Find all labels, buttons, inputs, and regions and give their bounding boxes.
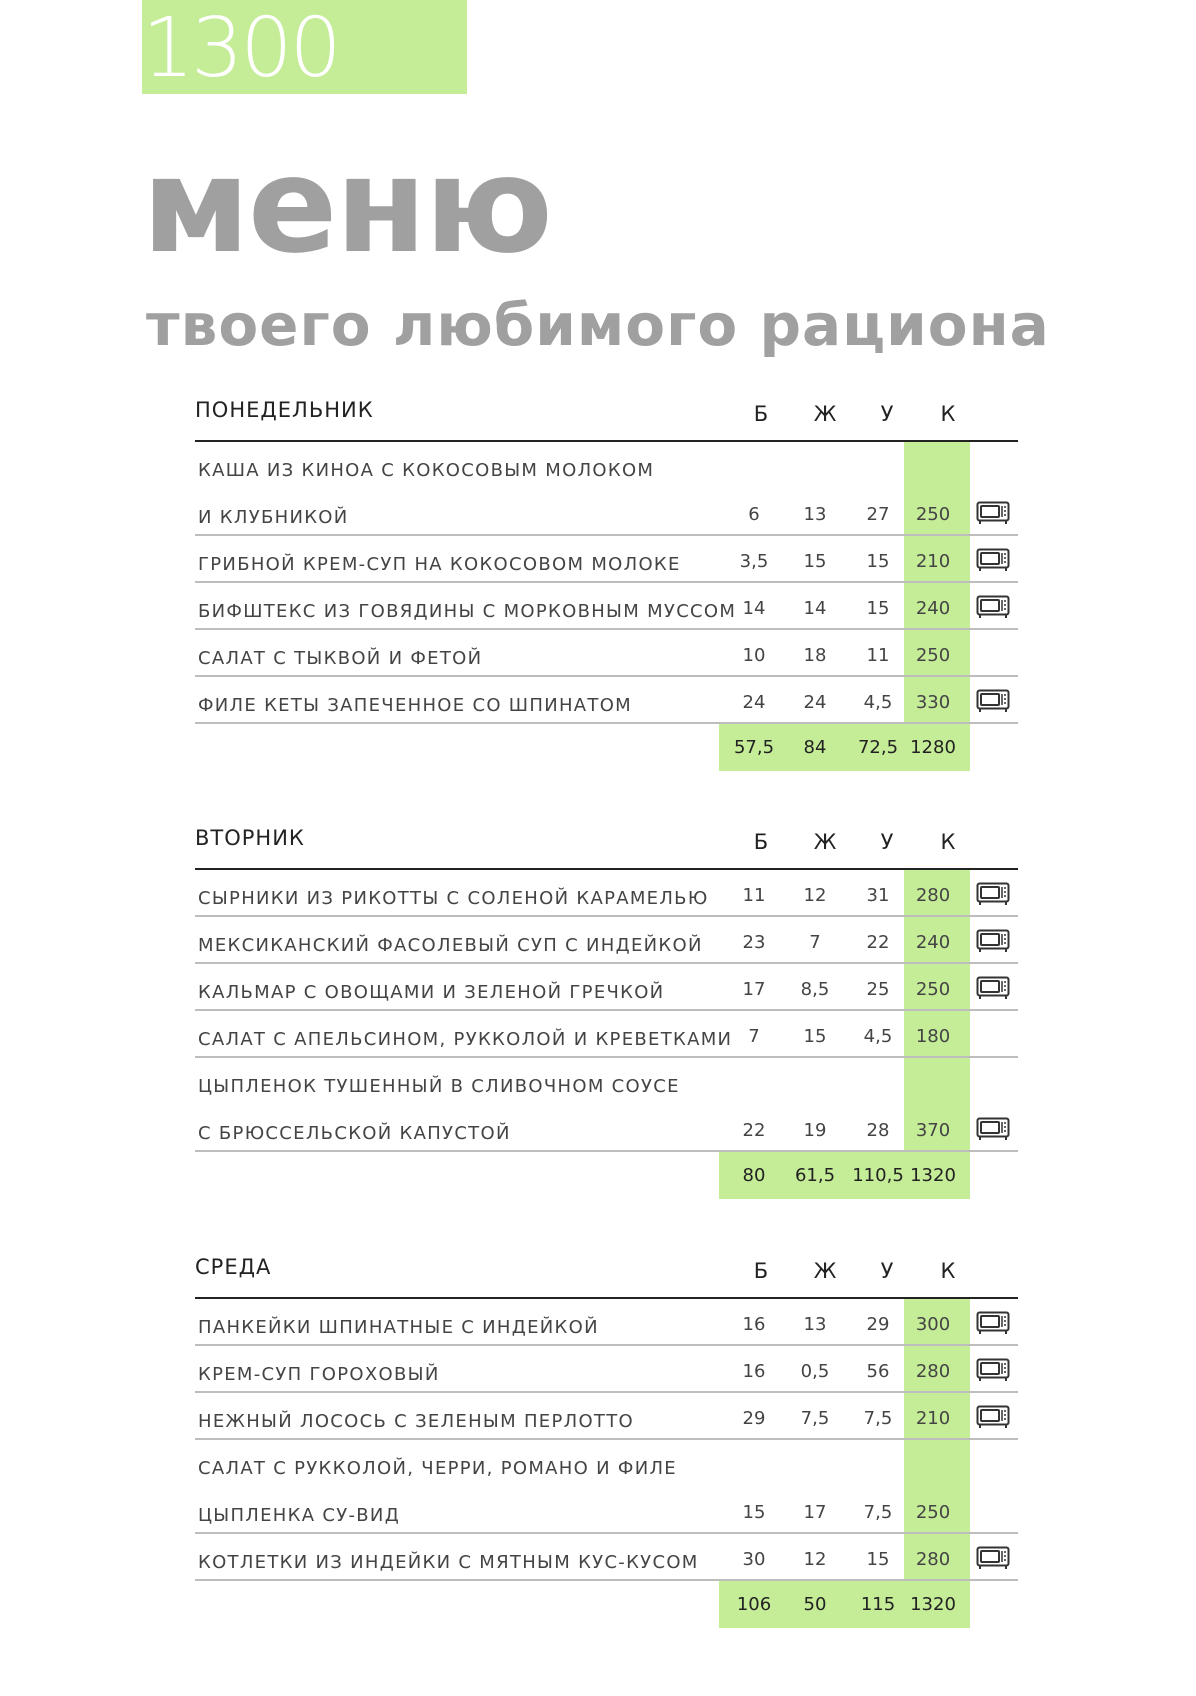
menu-item-name: ЦЫПЛЕНКА СУ-ВИД xyxy=(198,1505,401,1526)
row-divider xyxy=(195,915,1018,917)
microwave-icon xyxy=(976,548,1010,572)
nutrient-value-k: 250 xyxy=(915,979,951,1000)
row-divider xyxy=(195,962,1018,964)
nutrient-value-u: 15 xyxy=(866,598,890,619)
row-divider xyxy=(195,1344,1018,1346)
microwave-icon xyxy=(976,929,1010,953)
calories-column-highlight xyxy=(904,1299,970,1581)
row-divider xyxy=(195,1391,1018,1393)
microwave-icon xyxy=(976,1117,1010,1141)
nutrient-value-zh: 12 xyxy=(803,1549,827,1570)
menu-item-name: КОТЛЕТКИ ИЗ ИНДЕЙКИ С МЯТНЫМ КУС-КУСОМ xyxy=(198,1552,699,1573)
nutrient-value-k: 280 xyxy=(915,1549,951,1570)
column-header: У xyxy=(880,830,894,854)
total-value-zh: 61,5 xyxy=(794,1165,836,1186)
nutrient-value-zh: 8,5 xyxy=(800,979,830,1000)
nutrient-value-u: 11 xyxy=(866,645,890,666)
nutrient-value-b: 15 xyxy=(742,1502,766,1523)
microwave-icon xyxy=(976,595,1010,619)
nutrient-value-u: 15 xyxy=(866,1549,890,1570)
nutrient-value-k: 250 xyxy=(915,1502,951,1523)
menu-item-name: БИФШТЕКС ИЗ ГОВЯДИНЫ С МОРКОВНЫМ МУССОМ xyxy=(198,601,737,622)
total-value-u: 115 xyxy=(860,1594,896,1615)
total-value-k: 1320 xyxy=(910,1594,956,1615)
nutrient-value-u: 27 xyxy=(866,504,890,525)
nutrient-value-b: 11 xyxy=(742,885,766,906)
nutrient-value-k: 370 xyxy=(915,1120,951,1141)
menu-item-name: СЫРНИКИ ИЗ РИКОТТЫ С СОЛЕНОЙ КАРАМЕЛЬЮ xyxy=(198,888,709,909)
nutrient-value-zh: 12 xyxy=(803,885,827,906)
column-header: Б xyxy=(753,1259,769,1283)
nutrient-value-zh: 19 xyxy=(803,1120,827,1141)
total-value-k: 1280 xyxy=(910,737,956,758)
row-divider xyxy=(195,1056,1018,1058)
row-divider xyxy=(195,628,1018,630)
menu-item-name: С БРЮССЕЛЬСКОЙ КАПУСТОЙ xyxy=(198,1123,511,1144)
row-divider xyxy=(195,675,1018,677)
column-header: Б xyxy=(753,402,769,426)
column-header: К xyxy=(940,830,956,854)
nutrient-value-zh: 24 xyxy=(803,692,827,713)
microwave-icon xyxy=(976,1358,1010,1382)
nutrient-value-k: 250 xyxy=(915,504,951,525)
microwave-icon xyxy=(976,689,1010,713)
nutrient-value-k: 280 xyxy=(915,885,951,906)
nutrient-value-b: 17 xyxy=(742,979,766,1000)
nutrient-value-zh: 7 xyxy=(809,932,821,953)
total-value-u: 72,5 xyxy=(857,737,899,758)
nutrient-value-k: 210 xyxy=(915,551,951,572)
total-value-k: 1320 xyxy=(910,1165,956,1186)
day-title: ПОНЕДЕЛЬНИК xyxy=(195,398,374,422)
nutrient-value-zh: 0,5 xyxy=(800,1361,830,1382)
header-rule xyxy=(195,868,1018,870)
microwave-icon xyxy=(976,1311,1010,1335)
microwave-icon xyxy=(976,1405,1010,1429)
total-value-u: 110,5 xyxy=(852,1165,904,1186)
day-title: ВТОРНИК xyxy=(195,826,305,850)
total-value-b: 80 xyxy=(742,1165,766,1186)
nutrient-value-k: 330 xyxy=(915,692,951,713)
menu-item-name: КАЛЬМАР С ОВОЩАМИ И ЗЕЛЕНОЙ ГРЕЧКОЙ xyxy=(198,982,665,1003)
nutrient-value-b: 3,5 xyxy=(739,551,769,572)
total-value-b: 106 xyxy=(736,1594,772,1615)
page-title: меню xyxy=(142,129,551,283)
row-divider xyxy=(195,1532,1018,1534)
row-divider xyxy=(195,1438,1018,1440)
nutrient-value-b: 14 xyxy=(742,598,766,619)
nutrient-value-u: 15 xyxy=(866,551,890,572)
nutrient-value-b: 30 xyxy=(742,1549,766,1570)
header-rule xyxy=(195,440,1018,442)
menu-item-name: КАША ИЗ КИНОА С КОКОСОВЫМ МОЛОКОМ xyxy=(198,460,655,481)
nutrient-value-k: 240 xyxy=(915,598,951,619)
nutrient-value-zh: 15 xyxy=(803,551,827,572)
nutrient-value-k: 240 xyxy=(915,932,951,953)
menu-item-name: НЕЖНЫЙ ЛОСОСЬ С ЗЕЛЕНЫМ ПЕРЛОТТО xyxy=(198,1411,634,1432)
page-subtitle: твоего любимого рациона xyxy=(146,291,1050,359)
nutrient-value-u: 56 xyxy=(866,1361,890,1382)
row-divider xyxy=(195,722,1018,724)
row-divider xyxy=(195,1579,1018,1581)
total-value-zh: 84 xyxy=(803,737,827,758)
nutrient-value-b: 22 xyxy=(742,1120,766,1141)
nutrient-value-b: 24 xyxy=(742,692,766,713)
menu-item-name: МЕКСИКАНСКИЙ ФАСОЛЕВЫЙ СУП С ИНДЕЙКОЙ xyxy=(198,935,703,956)
nutrient-value-b: 7 xyxy=(748,1026,760,1047)
menu-item-name: ФИЛЕ КЕТЫ ЗАПЕЧЕННОЕ СО ШПИНАТОМ xyxy=(198,695,632,716)
calories-column-highlight xyxy=(904,870,970,1152)
day-title: СРЕДА xyxy=(195,1255,272,1279)
menu-item-name: ПАНКЕЙКИ ШПИНАТНЫЕ С ИНДЕЙКОЙ xyxy=(198,1317,599,1338)
nutrient-value-u: 4,5 xyxy=(863,692,893,713)
menu-item-name: САЛАТ С ТЫКВОЙ И ФЕТОЙ xyxy=(198,648,483,669)
microwave-icon xyxy=(976,976,1010,1000)
column-header: Б xyxy=(753,830,769,854)
nutrient-value-zh: 13 xyxy=(803,1314,827,1335)
menu-item-name: И КЛУБНИКОЙ xyxy=(198,507,349,528)
calorie-badge xyxy=(142,0,467,94)
nutrient-value-u: 22 xyxy=(866,932,890,953)
column-header: У xyxy=(880,402,894,426)
nutrient-value-u: 7,5 xyxy=(863,1408,893,1429)
nutrient-value-u: 25 xyxy=(866,979,890,1000)
nutrient-value-k: 210 xyxy=(915,1408,951,1429)
nutrient-value-b: 16 xyxy=(742,1314,766,1335)
nutrient-value-k: 300 xyxy=(915,1314,951,1335)
nutrient-value-u: 31 xyxy=(866,885,890,906)
column-header: Ж xyxy=(813,1259,837,1283)
row-divider xyxy=(195,1009,1018,1011)
nutrient-value-b: 29 xyxy=(742,1408,766,1429)
nutrient-value-b: 16 xyxy=(742,1361,766,1382)
menu-item-name: ЦЫПЛЕНОК ТУШЕННЫЙ В СЛИВОЧНОМ СОУСЕ xyxy=(198,1076,680,1097)
nutrient-value-zh: 14 xyxy=(803,598,827,619)
row-divider xyxy=(195,581,1018,583)
nutrient-value-k: 180 xyxy=(915,1026,951,1047)
nutrient-value-zh: 17 xyxy=(803,1502,827,1523)
total-value-b: 57,5 xyxy=(733,737,775,758)
row-divider xyxy=(195,534,1018,536)
nutrient-value-u: 7,5 xyxy=(863,1502,893,1523)
nutrient-value-zh: 7,5 xyxy=(800,1408,830,1429)
nutrient-value-k: 250 xyxy=(915,645,951,666)
nutrient-value-u: 28 xyxy=(866,1120,890,1141)
menu-item-name: САЛАТ С РУККОЛОЙ, ЧЕРРИ, РОМАНО И ФИЛЕ xyxy=(198,1458,677,1479)
nutrient-value-u: 4,5 xyxy=(863,1026,893,1047)
header-rule xyxy=(195,1297,1018,1299)
nutrient-value-zh: 13 xyxy=(803,504,827,525)
menu-item-name: КРЕМ-СУП ГОРОХОВЫЙ xyxy=(198,1364,440,1385)
microwave-icon xyxy=(976,1546,1010,1570)
nutrient-value-b: 10 xyxy=(742,645,766,666)
badge-text: 1300 xyxy=(142,1,339,96)
column-header: К xyxy=(940,402,956,426)
row-divider xyxy=(195,1150,1018,1152)
total-value-zh: 50 xyxy=(803,1594,827,1615)
nutrient-value-u: 29 xyxy=(866,1314,890,1335)
nutrient-value-b: 23 xyxy=(742,932,766,953)
microwave-icon xyxy=(976,501,1010,525)
column-header: У xyxy=(880,1259,894,1283)
menu-item-name: ГРИБНОЙ КРЕМ-СУП НА КОКОСОВОМ МОЛОКЕ xyxy=(198,554,681,575)
nutrient-value-b: 6 xyxy=(748,504,760,525)
nutrient-value-zh: 15 xyxy=(803,1026,827,1047)
column-header: Ж xyxy=(813,830,837,854)
nutrient-value-k: 280 xyxy=(915,1361,951,1382)
column-header: Ж xyxy=(813,402,837,426)
microwave-icon xyxy=(976,882,1010,906)
nutrient-value-zh: 18 xyxy=(803,645,827,666)
menu-item-name: САЛАТ С АПЕЛЬСИНОМ, РУККОЛОЙ И КРЕВЕТКАМИ xyxy=(198,1029,733,1050)
column-header: К xyxy=(940,1259,956,1283)
calories-column-highlight xyxy=(904,442,970,724)
